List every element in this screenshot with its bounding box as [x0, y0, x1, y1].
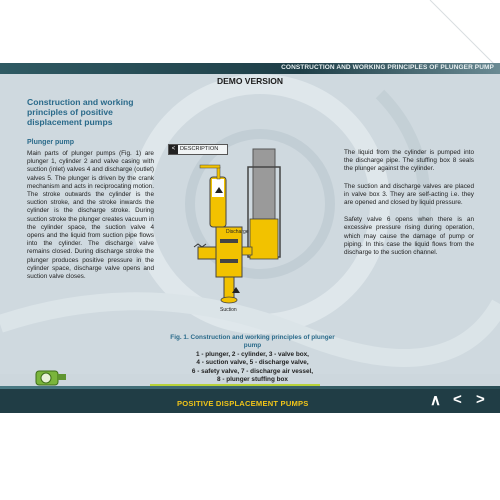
footer-strip: [0, 386, 500, 389]
footer-bar: [0, 386, 500, 413]
discharge-pipe: [217, 167, 220, 179]
caption-title: Fig. 1. Construction and working principles of plunger pump: [170, 334, 335, 350]
page-title: Construction and working principles of positive displacement pumps: [27, 97, 134, 127]
nav-next-button[interactable]: >: [476, 391, 485, 408]
plunger: [253, 149, 275, 219]
caption-line-1: 1 - plunger, 2 - cylinder, 3 - valve box,: [196, 350, 309, 358]
right-paragraph-2: The suction and discharge valves are placed in valve box 3. They are self-acting i.e. they are opened and closed by liquid pressure.: [344, 182, 474, 207]
caption-line-4: 8 - plunger stuffing box: [216, 376, 288, 384]
suction-pipe: [224, 277, 234, 299]
label-suction: Suction: [220, 307, 237, 313]
arrow-left-icon: <: [169, 145, 178, 154]
plunger-pump-diagram: [190, 147, 300, 317]
discharge-valve: [220, 239, 238, 243]
suction-flange: [221, 297, 237, 303]
header-title: CONSTRUCTION AND WORKING PRINCIPLES OF PLUNGER PUMP: [281, 64, 494, 71]
caption-line-2: 4 - suction valve, 5 - discharge valve,: [196, 359, 309, 367]
suction-valve: [220, 259, 238, 263]
cylinder-liquid: [250, 219, 278, 259]
caption-line-3: 6 - safety valve, 7 - discharge air vessel,: [191, 367, 314, 375]
section-subtitle: Plunger pump: [27, 139, 75, 146]
nav-up-button[interactable]: ∧: [430, 392, 441, 409]
label-discharge: Discharge: [226, 229, 249, 235]
safety-valve: [198, 247, 216, 259]
discharge-pipe-top: [200, 165, 220, 168]
right-paragraph-3: Safety valve 6 opens when there is an excessive pressure rising during operation, which may cause the damage of pump or piping. In this case the liquid flows from the discharge to the suction channel.: [344, 216, 474, 257]
app-window: [0, 63, 500, 413]
air-space: [212, 179, 224, 197]
left-paragraph: Main parts of plunger pumps (Fig. 1) are plunger 1, cylinder 2 and valve casing with suction (inlet) valves 4 and discharge (outlet) valves 5. The plunger is driven by the crank mechanism and acts in reciprocating motion. The stroke outwards the cylinder is the suction stroke, and the stroke inwards the cylinder is the discharge stroke. During suction stroke the plunger creates vacuum in the cylinder space, the suction valve 4 opens and the liquid from suction pipe flows into the cylinder. The discharge valve remains closed. During discharge stroke the plunger produces positive pressure in the cylinder space, discharge valve opens and suction valve closes.: [27, 150, 154, 281]
nav-previous-button[interactable]: <: [453, 391, 462, 408]
header-bar: [0, 63, 500, 74]
section-label: POSITIVE DISPLACEMENT PUMPS: [177, 399, 309, 408]
description-button-label: DESCRIPTION: [180, 146, 219, 152]
figure-caption: [165, 334, 340, 384]
demo-banner: DEMO VERSION: [216, 76, 284, 86]
right-paragraph-1: The liquid from the cylinder is pumped into the discharge pipe. The stuffing box 8 seals the plunger against the cylinder.: [344, 149, 474, 173]
right-text-column: [344, 149, 474, 266]
